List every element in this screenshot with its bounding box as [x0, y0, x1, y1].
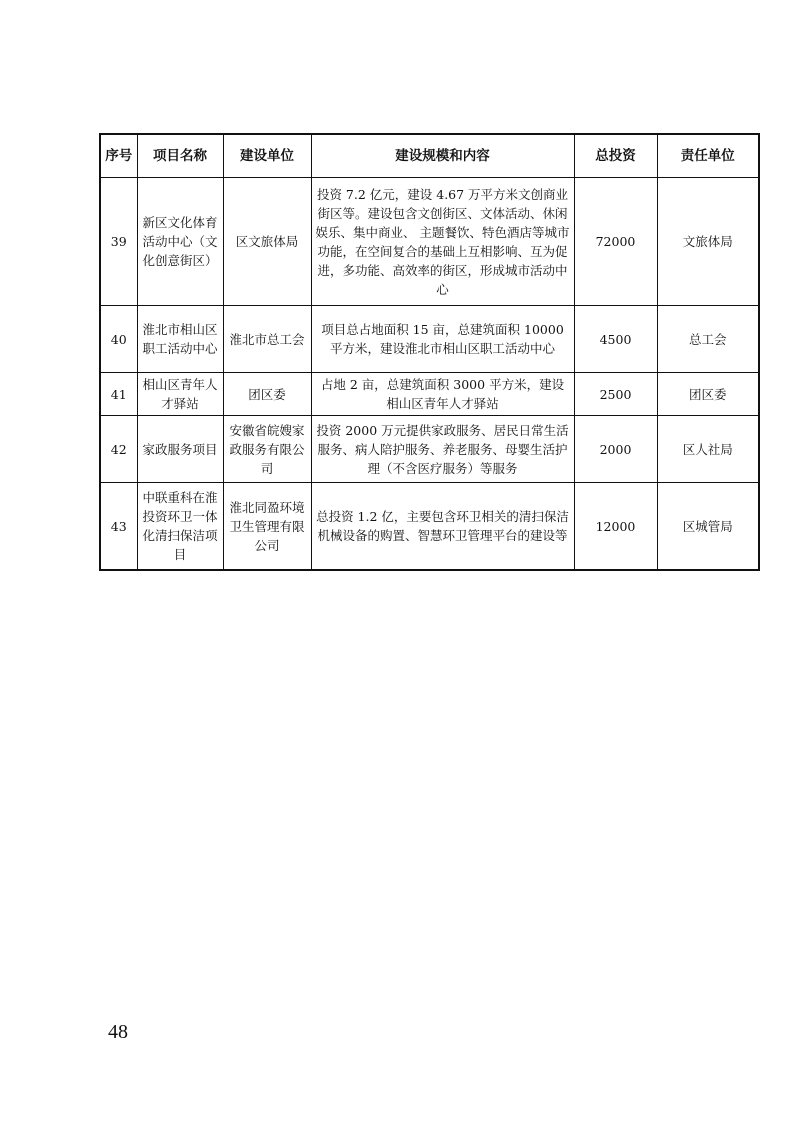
header-investment: 总投资	[574, 134, 657, 178]
cell-content: 总投资 1.2 亿，主要包含环卫相关的清扫保洁机械设备的购置、智慧环卫管理平台的建设等	[311, 483, 574, 571]
cell-investment: 72000	[574, 178, 657, 306]
cell-seq: 39	[100, 178, 137, 306]
cell-builder: 安徽省皖嫂家政服务有限公司	[223, 416, 311, 483]
header-responsible: 责任单位	[657, 134, 759, 178]
cell-name: 淮北市相山区职工活动中心	[137, 306, 223, 373]
header-builder: 建设单位	[223, 134, 311, 178]
project-table	[99, 133, 760, 571]
cell-investment: 12000	[574, 483, 657, 571]
cell-investment: 4500	[574, 306, 657, 373]
cell-seq: 41	[100, 373, 137, 416]
page-number: 48	[108, 1021, 128, 1043]
table-row	[100, 416, 759, 483]
cell-builder: 淮北市总工会	[223, 306, 311, 373]
cell-builder: 淮北同盈环境卫生管理有限公司	[223, 483, 311, 571]
cell-responsible: 文旅体局	[657, 178, 759, 306]
cell-content: 项目总占地面积 15 亩，总建筑面积 10000 平方米，建设淮北市相山区职工活动中心	[311, 306, 574, 373]
table-row	[100, 373, 759, 416]
cell-name: 相山区青年人才驿站	[137, 373, 223, 416]
cell-content: 投资 2000 万元提供家政服务、居民日常生活服务、病人陪护服务、养老服务、母婴生活护理（不含医疗服务）等服务	[311, 416, 574, 483]
cell-investment: 2000	[574, 416, 657, 483]
cell-builder: 区文旅体局	[223, 178, 311, 306]
cell-responsible: 团区委	[657, 373, 759, 416]
cell-name: 家政服务项目	[137, 416, 223, 483]
cell-builder: 团区委	[223, 373, 311, 416]
header-seq: 序号	[100, 134, 137, 178]
table-header-row	[100, 134, 759, 178]
cell-seq: 42	[100, 416, 137, 483]
cell-seq: 40	[100, 306, 137, 373]
cell-name: 新区文化体育活动中心（文化创意街区）	[137, 178, 223, 306]
cell-responsible: 区城管局	[657, 483, 759, 571]
cell-name: 中联重科在淮投资环卫一体化清扫保洁项目	[137, 483, 223, 571]
cell-content: 投资 7.2 亿元，建设 4.67 万平方米文创商业街区等。建设包含文创街区、文体活动、休闲娱乐、集中商业、 主题餐饮、特色酒店等城市功能，在空间复合的基础上互相影响、互为促进，多功能、高效率的街区，形成城市活动中心	[311, 178, 574, 306]
cell-responsible: 区人社局	[657, 416, 759, 483]
cell-investment: 2500	[574, 373, 657, 416]
header-content: 建设规模和内容	[311, 134, 574, 178]
header-name: 项目名称	[137, 134, 223, 178]
table-row	[100, 306, 759, 373]
cell-content: 占地 2 亩，总建筑面积 3000 平方米，建设相山区青年人才驿站	[311, 373, 574, 416]
table-row	[100, 483, 759, 571]
cell-seq: 43	[100, 483, 137, 571]
table-row	[100, 178, 759, 306]
cell-responsible: 总工会	[657, 306, 759, 373]
